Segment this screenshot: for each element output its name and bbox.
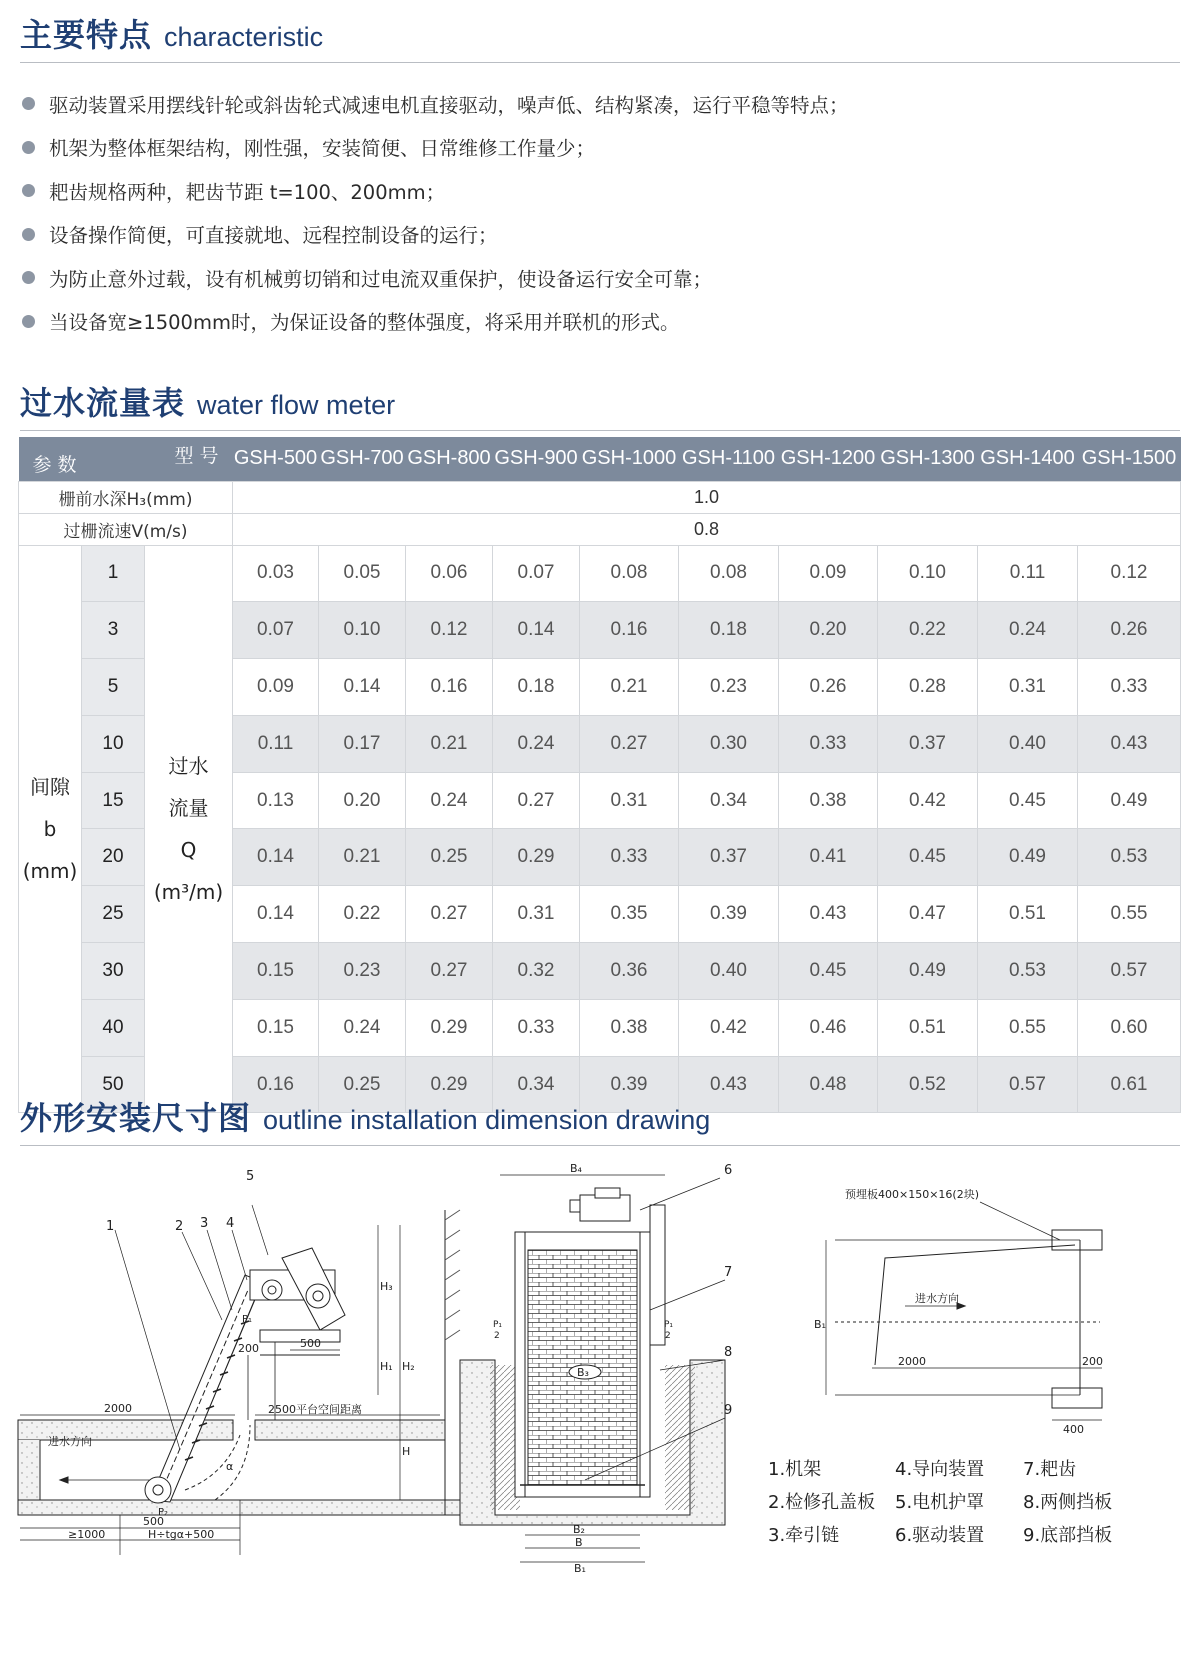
part-item: 6.驱动装置 xyxy=(895,1525,985,1546)
gap-value: 20 xyxy=(82,829,145,886)
flow-value-cell: 0.49 xyxy=(978,829,1078,886)
h2-label: H₂ xyxy=(402,1360,415,1373)
corner-param-label: 参 数 xyxy=(32,453,77,476)
callout-3: 3 xyxy=(200,1216,209,1231)
flow-value-cell: 0.22 xyxy=(319,886,406,943)
flow-value-cell: 0.29 xyxy=(406,1056,493,1113)
flow-value-cell: 0.38 xyxy=(580,999,679,1056)
flow-value-cell: 0.35 xyxy=(580,886,679,943)
features-title-cn: 主要特点 xyxy=(20,16,153,54)
flow-value-cell: 0.48 xyxy=(779,1056,878,1113)
drawing-title-cn: 外形安装尺寸图 xyxy=(20,1099,252,1137)
flow-value-cell: 0.46 xyxy=(779,999,878,1056)
b1-label-plan: B₁ xyxy=(814,1318,826,1331)
gap-value: 30 xyxy=(82,943,145,1000)
callout-4: 4 xyxy=(226,1216,235,1231)
model-header: GSH-700 xyxy=(319,437,406,481)
model-header: GSH-1100 xyxy=(679,437,779,481)
flow-value-cell: 0.24 xyxy=(978,602,1078,659)
flow-title-en: water flow meter xyxy=(197,390,396,420)
flow-value-cell: 0.33 xyxy=(580,829,679,886)
flow-value-cell: 0.34 xyxy=(679,772,779,829)
b2-label: B₂ xyxy=(573,1523,585,1536)
flow-value-cell: 0.34 xyxy=(493,1056,580,1113)
table-row xyxy=(19,545,1181,602)
p2-label-side: P₂ xyxy=(158,1507,169,1518)
flow-value-cell: 0.43 xyxy=(679,1056,779,1113)
flow-value-cell: 0.31 xyxy=(978,659,1078,716)
features-heading xyxy=(20,10,1180,63)
flow-value-cell: 0.15 xyxy=(233,943,319,1000)
water-direction-side: 进水方向 xyxy=(48,1435,92,1448)
flow-value-cell: 0.55 xyxy=(978,999,1078,1056)
flow-value-cell: 0.53 xyxy=(1078,829,1181,886)
flow-value-cell: 0.25 xyxy=(406,829,493,886)
flow-value-cell: 0.26 xyxy=(779,659,878,716)
flow-value-cell: 0.13 xyxy=(233,772,319,829)
flow-value-cell: 0.21 xyxy=(319,829,406,886)
bullet-icon xyxy=(22,228,35,241)
gap-value: 5 xyxy=(82,659,145,716)
flow-value-cell: 0.23 xyxy=(319,943,406,1000)
bullet-icon xyxy=(22,97,35,110)
flow-value-cell: 0.11 xyxy=(978,545,1078,602)
flow-value-cell: 0.43 xyxy=(1078,715,1181,772)
gap-axis-label: 间隙 b (mm) xyxy=(19,545,82,1113)
flow-value-cell: 0.18 xyxy=(679,602,779,659)
part-item: 3.牵引链 xyxy=(768,1525,840,1546)
flow-value-cell: 0.24 xyxy=(319,999,406,1056)
model-header: GSH-1300 xyxy=(878,437,978,481)
flow-value-cell: 0.40 xyxy=(679,943,779,1000)
flow-value-cell: 0.37 xyxy=(679,829,779,886)
model-header: GSH-1500 xyxy=(1078,437,1181,481)
dim-400-plan: 400 xyxy=(1063,1423,1084,1436)
b1-label-front: B₁ xyxy=(574,1562,586,1575)
bullet-icon xyxy=(22,271,35,284)
feature-item: 驱动装置采用摆线针轮或斜齿轮式减速电机直接驱动，噪声低、结构紧凑，运行平稳等特点； xyxy=(22,82,849,126)
flow-value-cell: 0.38 xyxy=(779,772,878,829)
h-label: H xyxy=(402,1445,411,1458)
front-view xyxy=(460,1175,725,1562)
h3-label: H₃ xyxy=(380,1280,393,1293)
p1-label-side: P₁ xyxy=(242,1314,253,1325)
dim-1000: ≥1000 xyxy=(68,1528,106,1541)
flow-value-cell: 0.27 xyxy=(493,772,580,829)
part-item: 5.电机护罩 xyxy=(895,1492,985,1513)
flow-value-cell: 0.14 xyxy=(493,602,580,659)
bullet-icon xyxy=(22,315,35,328)
flow-value-cell: 0.37 xyxy=(878,715,978,772)
water-direction-plan: 进水方向 xyxy=(915,1292,959,1305)
flow-title-cn: 过水流量表 xyxy=(20,384,186,422)
plan-view xyxy=(826,1202,1102,1420)
flow-value-cell: 0.14 xyxy=(233,829,319,886)
flow-value-cell: 0.45 xyxy=(978,772,1078,829)
gap-value: 10 xyxy=(82,715,145,772)
model-header: GSH-500 xyxy=(233,437,319,481)
drawing-title-en: outline installation dimension drawing xyxy=(263,1105,711,1135)
callout-9: 9 xyxy=(724,1403,733,1418)
flow-value-cell: 0.55 xyxy=(1078,886,1181,943)
bullet-icon xyxy=(22,141,35,154)
gap-value: 1 xyxy=(82,545,145,602)
b4-label: B₄ xyxy=(570,1162,582,1175)
flow-value-cell: 0.39 xyxy=(679,886,779,943)
flow-heading xyxy=(20,378,1180,431)
velocity-row xyxy=(19,513,1181,545)
dim-2500: 2500平台空间距离 xyxy=(268,1403,362,1416)
flow-value-cell: 0.52 xyxy=(878,1056,978,1113)
gap-value: 50 xyxy=(82,1056,145,1113)
flow-value-cell: 0.53 xyxy=(978,943,1078,1000)
model-header: GSH-1000 xyxy=(580,437,679,481)
flow-value-cell: 0.49 xyxy=(878,943,978,1000)
p1-half-left-top: P₁ xyxy=(493,1320,503,1330)
flow-value-cell: 0.10 xyxy=(319,602,406,659)
dim-200-side: 200 xyxy=(238,1342,259,1355)
gap-value: 40 xyxy=(82,999,145,1056)
depth-label: 栅前水深H₃(mm) xyxy=(19,481,233,513)
flow-value-cell: 0.61 xyxy=(1078,1056,1181,1113)
dim-2000-side: 2000 xyxy=(104,1402,132,1415)
feature-item: 耙齿规格两种，耙齿节距 t=100、200mm； xyxy=(22,169,849,213)
drawing-heading xyxy=(20,1093,1180,1146)
flow-value-cell: 0.27 xyxy=(406,943,493,1000)
gap-value: 3 xyxy=(82,602,145,659)
flow-value-cell: 0.20 xyxy=(319,772,406,829)
features-list xyxy=(22,82,849,343)
flow-value-cell: 0.33 xyxy=(1078,659,1181,716)
flow-value-cell: 0.31 xyxy=(580,772,679,829)
dim-200-plan: 200 xyxy=(1082,1355,1103,1368)
dim-htga: H÷tgα+500 xyxy=(148,1528,215,1541)
flow-value-cell: 0.32 xyxy=(493,943,580,1000)
p1-half-right-top: P₁ xyxy=(664,1320,674,1330)
flow-table xyxy=(18,437,1181,1113)
flow-value-cell: 0.42 xyxy=(878,772,978,829)
flow-value-cell: 0.22 xyxy=(878,602,978,659)
flow-value-cell: 0.17 xyxy=(319,715,406,772)
flow-value-cell: 0.14 xyxy=(319,659,406,716)
flow-value-cell: 0.43 xyxy=(779,886,878,943)
side-view xyxy=(18,1205,473,1555)
flow-value-cell: 0.11 xyxy=(233,715,319,772)
flow-value-cell: 0.27 xyxy=(406,886,493,943)
flow-value-cell: 0.27 xyxy=(580,715,679,772)
flow-value-cell: 0.16 xyxy=(580,602,679,659)
flow-value-cell: 0.57 xyxy=(978,1056,1078,1113)
flow-value-cell: 0.08 xyxy=(679,545,779,602)
flow-value-cell: 0.45 xyxy=(779,943,878,1000)
flow-value-cell: 0.24 xyxy=(493,715,580,772)
b-label: B xyxy=(575,1536,583,1549)
h1-label: H₁ xyxy=(380,1360,393,1373)
flow-axis-label: 过水 流量 Q (m³/m) xyxy=(145,545,233,1113)
model-header: GSH-900 xyxy=(493,437,580,481)
gap-value: 25 xyxy=(82,886,145,943)
feature-item: 当设备宽≥1500mm时，为保证设备的整体强度，将采用并联机的形式。 xyxy=(22,300,849,344)
flow-value-cell: 0.03 xyxy=(233,545,319,602)
flow-value-cell: 0.30 xyxy=(679,715,779,772)
flow-value-cell: 0.28 xyxy=(878,659,978,716)
callout-7: 7 xyxy=(724,1265,733,1280)
flow-value-cell: 0.07 xyxy=(233,602,319,659)
flow-value-cell: 0.29 xyxy=(493,829,580,886)
flow-value-cell: 0.10 xyxy=(878,545,978,602)
table-corner-cell xyxy=(19,437,233,481)
p1-half-right-bottom: 2 xyxy=(665,1331,671,1341)
flow-value-cell: 0.33 xyxy=(493,999,580,1056)
flow-value-cell: 0.41 xyxy=(779,829,878,886)
depth-value: 1.0 xyxy=(233,481,1181,513)
flow-value-cell: 0.16 xyxy=(233,1056,319,1113)
callout-2: 2 xyxy=(175,1219,184,1234)
part-item: 4.导向装置 xyxy=(895,1459,985,1480)
part-item: 7.耙齿 xyxy=(1023,1459,1077,1480)
flow-value-cell: 0.16 xyxy=(406,659,493,716)
flow-value-cell: 0.40 xyxy=(978,715,1078,772)
flow-value-cell: 0.23 xyxy=(679,659,779,716)
flow-value-cell: 0.45 xyxy=(878,829,978,886)
flow-value-cell: 0.20 xyxy=(779,602,878,659)
flow-value-cell: 0.09 xyxy=(779,545,878,602)
flow-value-cell: 0.47 xyxy=(878,886,978,943)
flow-value-cell: 0.12 xyxy=(1078,545,1181,602)
velocity-value: 0.8 xyxy=(233,513,1181,545)
flow-value-cell: 0.26 xyxy=(1078,602,1181,659)
part-item: 1.机架 xyxy=(768,1459,822,1480)
model-header: GSH-800 xyxy=(406,437,493,481)
flow-value-cell: 0.21 xyxy=(580,659,679,716)
part-item: 8.两侧挡板 xyxy=(1023,1492,1113,1513)
depth-row xyxy=(19,481,1181,513)
model-header: GSH-1200 xyxy=(779,437,878,481)
feature-item: 设备操作简便，可直接就地、远程控制设备的运行； xyxy=(22,213,849,257)
callout-1: 1 xyxy=(106,1219,115,1234)
feature-item: 机架为整体框架结构，刚性强，安装简便、日常维修工作量少； xyxy=(22,126,849,170)
table-header-row xyxy=(19,437,1181,481)
flow-value-cell: 0.42 xyxy=(679,999,779,1056)
flow-value-cell: 0.14 xyxy=(233,886,319,943)
flow-value-cell: 0.29 xyxy=(406,999,493,1056)
callout-6: 6 xyxy=(724,1163,733,1178)
embed-plate-label: 预埋板400×150×16(2块) xyxy=(845,1188,980,1201)
flow-value-cell: 0.05 xyxy=(319,545,406,602)
part-item: 2.检修孔盖板 xyxy=(768,1492,876,1513)
features-title-en: characteristic xyxy=(164,22,324,52)
dim-500-top: 500 xyxy=(300,1337,321,1350)
velocity-label: 过栅流速V(m/s) xyxy=(19,513,233,545)
flow-value-cell: 0.39 xyxy=(580,1056,679,1113)
alpha-label: α xyxy=(226,1460,234,1473)
flow-value-cell: 0.60 xyxy=(1078,999,1181,1056)
flow-value-cell: 0.51 xyxy=(878,999,978,1056)
flow-value-cell: 0.57 xyxy=(1078,943,1181,1000)
bullet-icon xyxy=(22,184,35,197)
dimension-drawing xyxy=(0,1162,1200,1670)
flow-value-cell: 0.51 xyxy=(978,886,1078,943)
flow-value-cell: 0.09 xyxy=(233,659,319,716)
flow-value-cell: 0.25 xyxy=(319,1056,406,1113)
flow-value-cell: 0.15 xyxy=(233,999,319,1056)
feature-item: 为防止意外过载，设有机械剪切销和过电流双重保护，使设备运行安全可靠； xyxy=(22,256,849,300)
flow-value-cell: 0.06 xyxy=(406,545,493,602)
dim-500-bottom: 500 xyxy=(143,1515,164,1528)
flow-value-cell: 0.33 xyxy=(779,715,878,772)
part-item: 9.底部挡板 xyxy=(1023,1525,1113,1546)
flow-value-cell: 0.49 xyxy=(1078,772,1181,829)
callout-5: 5 xyxy=(246,1169,255,1184)
flow-value-cell: 0.12 xyxy=(406,602,493,659)
flow-value-cell: 0.08 xyxy=(580,545,679,602)
flow-value-cell: 0.21 xyxy=(406,715,493,772)
flow-value-cell: 0.07 xyxy=(493,545,580,602)
gap-value: 15 xyxy=(82,772,145,829)
flow-value-cell: 0.36 xyxy=(580,943,679,1000)
corner-model-label: 型 号 xyxy=(174,445,219,467)
p1-half-left-bottom: 2 xyxy=(494,1331,500,1341)
b3-label: B₃ xyxy=(577,1366,589,1379)
callout-8: 8 xyxy=(724,1345,733,1360)
dim-2000-plan: 2000 xyxy=(898,1355,926,1368)
flow-value-cell: 0.24 xyxy=(406,772,493,829)
model-header: GSH-1400 xyxy=(978,437,1078,481)
flow-value-cell: 0.31 xyxy=(493,886,580,943)
flow-value-cell: 0.18 xyxy=(493,659,580,716)
